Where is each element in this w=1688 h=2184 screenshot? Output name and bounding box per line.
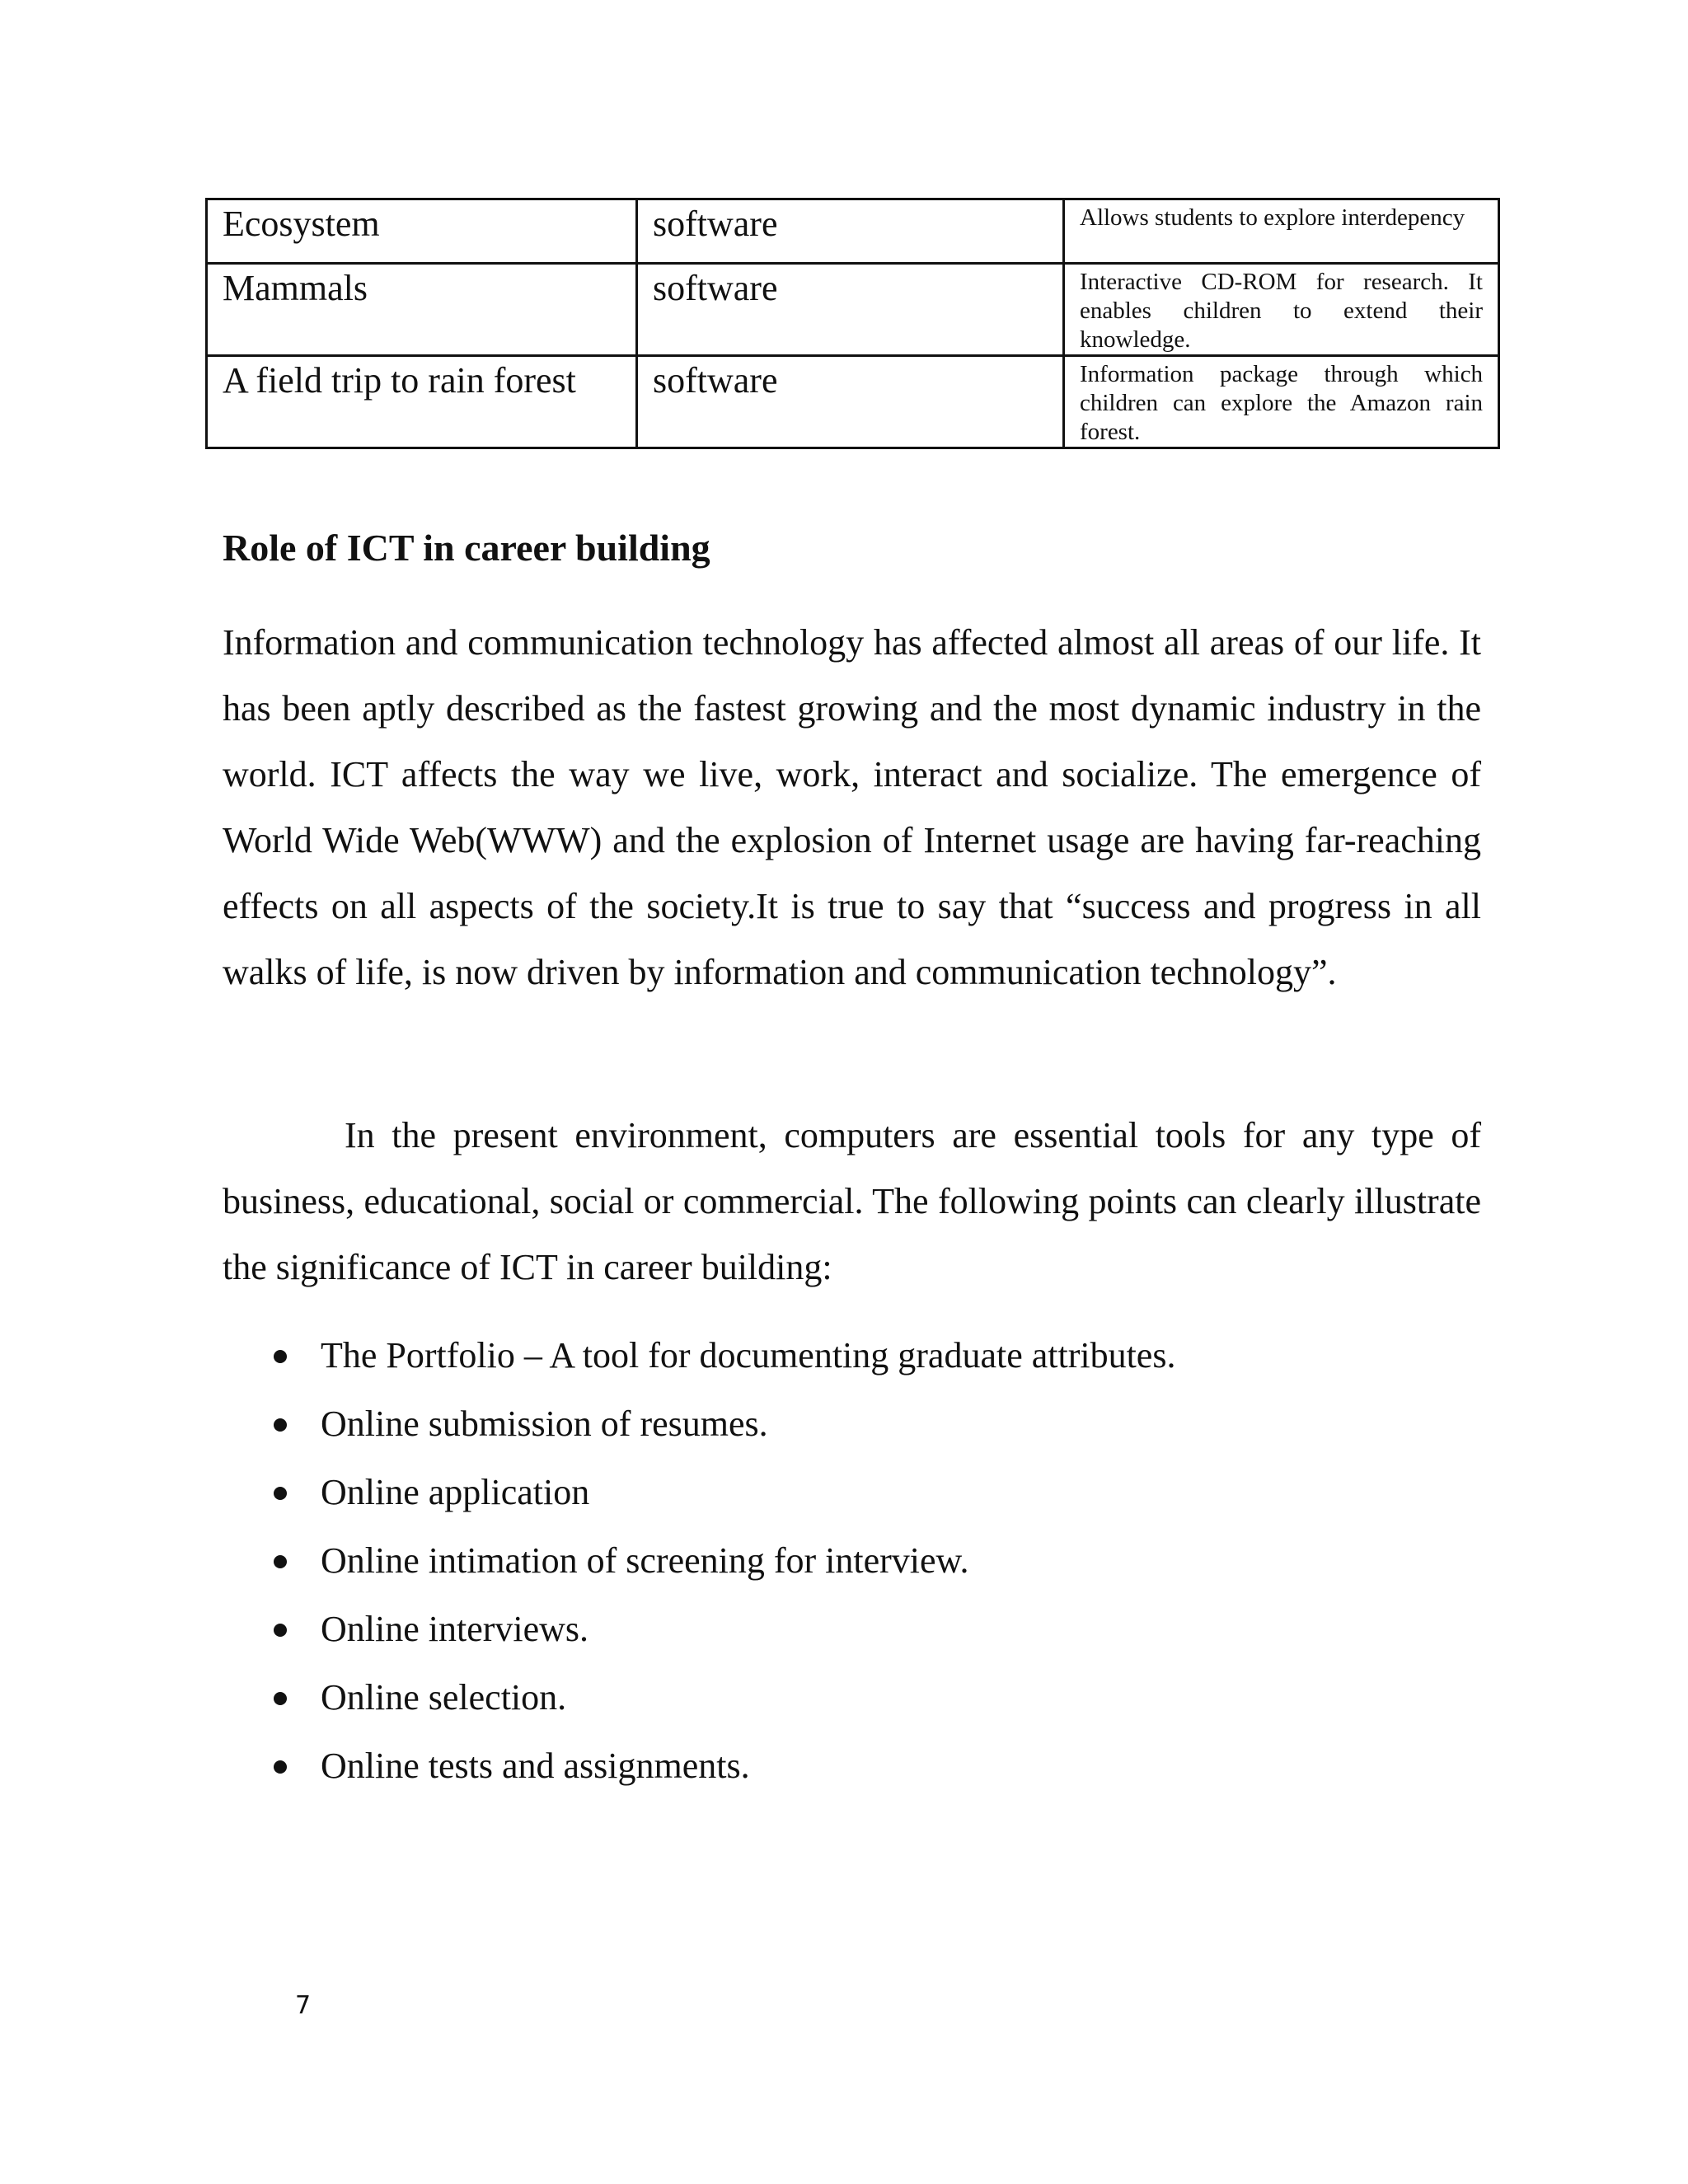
list-item [223, 1741, 1175, 1810]
list-item-text: Online interviews. [321, 1609, 589, 1649]
list-item [223, 1399, 1175, 1468]
software-table [205, 198, 1500, 449]
bullet-icon [274, 1760, 287, 1774]
table-row [207, 264, 1499, 356]
bullet-icon [274, 1487, 287, 1500]
table-cell-name: A field trip to rain forest [207, 356, 637, 448]
list-item [223, 1673, 1175, 1741]
bullet-icon [274, 1692, 287, 1705]
page-number: 7 [295, 1991, 312, 2020]
bullet-icon [274, 1418, 287, 1432]
section-heading: Role of ICT in career building [223, 527, 710, 569]
bullet-icon [274, 1624, 287, 1637]
table-cell-name: Mammals [207, 264, 637, 356]
list-item-text: Online intimation of screening for interview. [321, 1540, 969, 1581]
body-paragraph-1: Information and communication technology has affected almost all areas of our life. It has been aptly described as the fastest growing and the most dynamic industry in the world. ICT affects the way we live, work, interact and socialize. The emergence of World Wide Web(WWW) and the explosion of Internet usage are having far-reaching effects on all aspects of the society.It is true to say that “success and progress in all walks of life, is now driven by information and communication technology”. [223, 622, 1481, 992]
table-row [207, 199, 1499, 264]
list-item [223, 1536, 1175, 1605]
list-item-text: Online selection. [321, 1677, 567, 1718]
table-cell-description: Interactive CD-ROM for research. It enables children to extend their knowledge. [1064, 264, 1499, 356]
table-cell-type: software [637, 264, 1064, 356]
list-item-text: Online application [321, 1472, 590, 1512]
bullet-icon [274, 1555, 287, 1568]
list-item [223, 1331, 1175, 1399]
table-cell-type: software [637, 199, 1064, 264]
table-cell-description: Information package through which children can explore the Amazon rain forest. [1064, 356, 1499, 448]
list-item-text: The Portfolio – A tool for documenting graduate attributes. [321, 1335, 1176, 1376]
list-item [223, 1468, 1175, 1536]
table-cell-description: Allows students to explore interdepency [1064, 199, 1499, 264]
list-item-text: Online submission of resumes. [321, 1404, 768, 1444]
list-item-text: Online tests and assignments. [321, 1746, 750, 1786]
table-cell-type: software [637, 356, 1064, 448]
bullet-icon [274, 1350, 287, 1363]
table-row [207, 356, 1499, 448]
list-item [223, 1605, 1175, 1673]
bullet-list [223, 1331, 1175, 1810]
body-paragraph-2: In the present environment, computers are essential tools for any type of business, educational, social or commercial. The following points can clearly illustrate the significance of ICT in career building: [223, 1115, 1481, 1287]
table-cell-name: Ecosystem [207, 199, 637, 264]
